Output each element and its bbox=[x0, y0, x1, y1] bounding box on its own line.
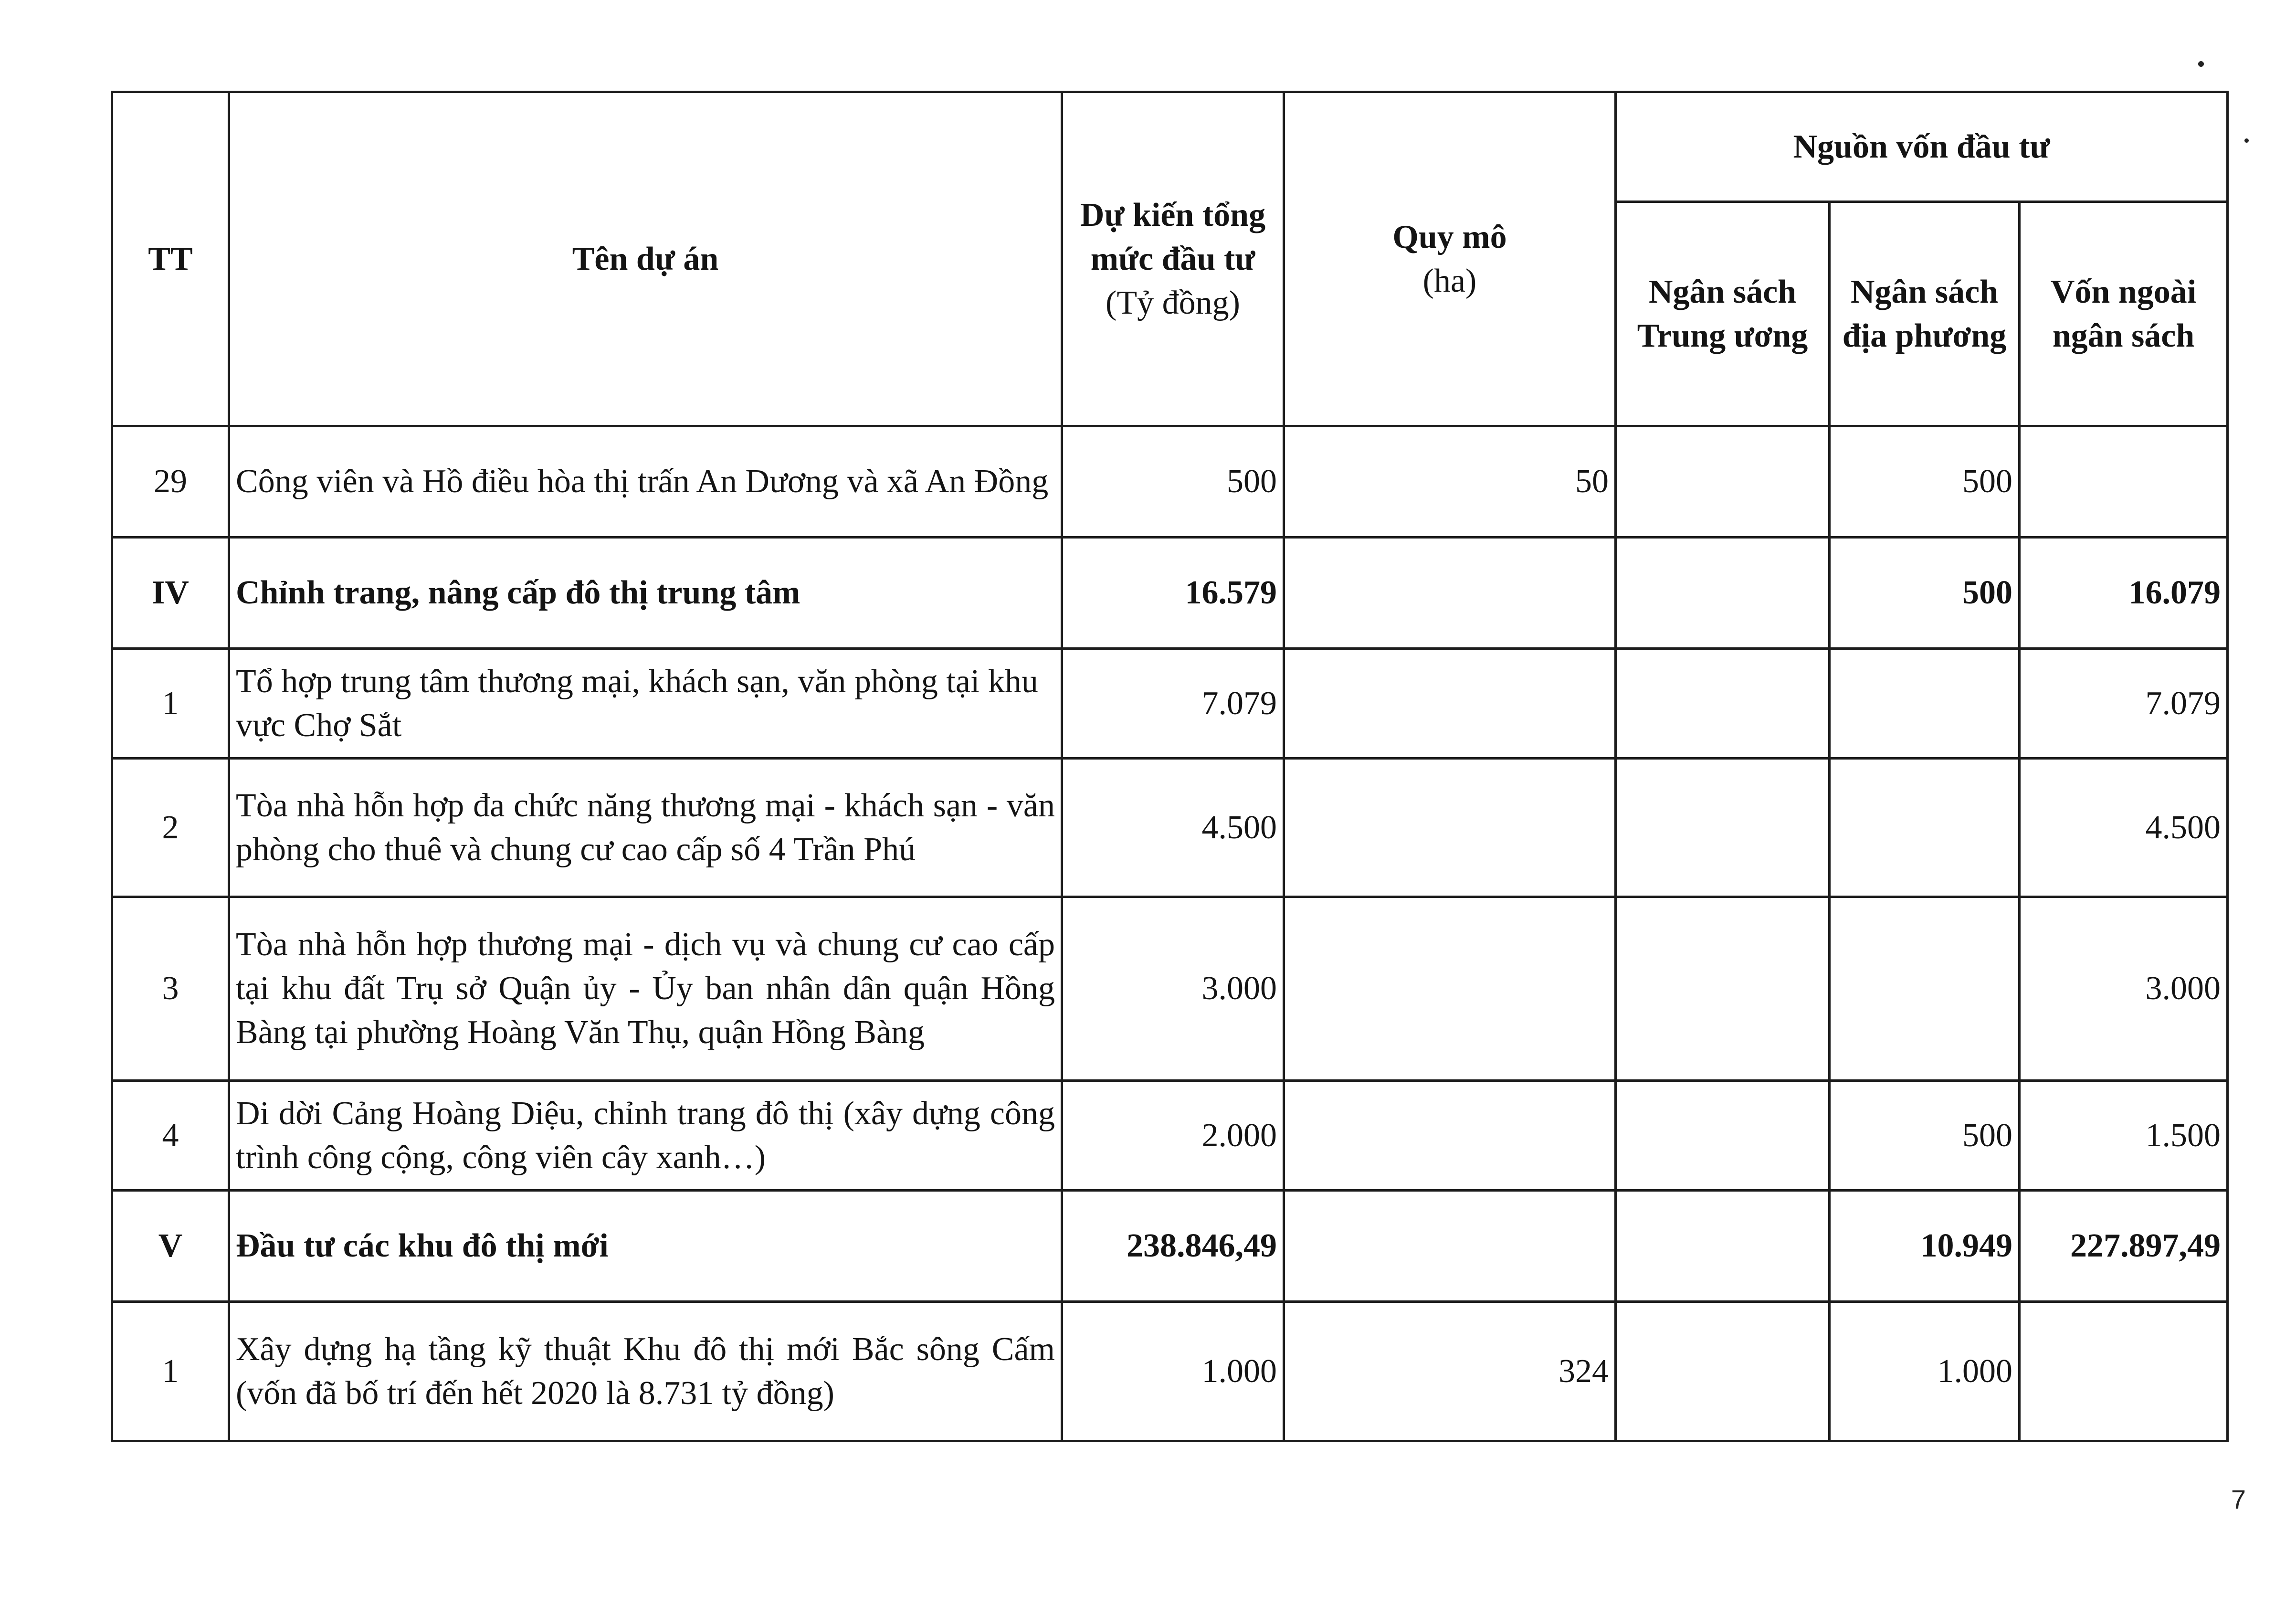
header-scale-label: Quy mô bbox=[1392, 218, 1507, 255]
cell-local bbox=[1830, 897, 2020, 1081]
scan-speck bbox=[2198, 61, 2204, 67]
investment-table bbox=[111, 91, 2229, 1442]
cell-project-name: Chỉnh trang, nâng cấp đô thị trung tâm bbox=[229, 538, 1062, 649]
cell-scale bbox=[1284, 759, 1616, 897]
cell-total: 2.000 bbox=[1062, 1081, 1284, 1191]
cell-project-name: Tòa nhà hỗn hợp đa chức năng thương mại - khách sạn - văn phòng cho thuê và chung cư cao cấp số 4 Trần Phú bbox=[229, 759, 1062, 897]
cell-total: 4.500 bbox=[1062, 759, 1284, 897]
header-row-top bbox=[112, 92, 2228, 202]
cell-central bbox=[1616, 1302, 1830, 1441]
cell-project-name: Đầu tư các khu đô thị mới bbox=[229, 1191, 1062, 1302]
header-local-budget: Ngân sách địa phương bbox=[1830, 202, 2020, 426]
table-row bbox=[112, 759, 2228, 897]
cell-project-name: Di dời Cảng Hoàng Diệu, chỉnh trang đô thị (xây dựng công trình công cộng, công viên cây xanh…) bbox=[229, 1081, 1062, 1191]
cell-scale bbox=[1284, 1191, 1616, 1302]
table-body bbox=[112, 426, 2228, 1441]
cell-total: 16.579 bbox=[1062, 538, 1284, 649]
cell-central bbox=[1616, 1191, 1830, 1302]
cell-total: 238.846,49 bbox=[1062, 1191, 1284, 1302]
cell-local bbox=[1830, 649, 2020, 759]
cell-scale bbox=[1284, 538, 1616, 649]
table-row bbox=[112, 897, 2228, 1081]
cell-tt: 2 bbox=[112, 759, 229, 897]
cell-total: 500 bbox=[1062, 426, 1284, 538]
cell-total: 3.000 bbox=[1062, 897, 1284, 1081]
header-funding-sources: Nguồn vốn đầu tư bbox=[1616, 92, 2228, 202]
header-external-capital: Vốn ngoài ngân sách bbox=[2020, 202, 2228, 426]
header-total-investment bbox=[1062, 92, 1284, 426]
cell-local: 10.949 bbox=[1830, 1191, 2020, 1302]
header-project-name: Tên dự án bbox=[229, 92, 1062, 426]
cell-project-name: Công viên và Hồ điều hòa thị trấn An Dương và xã An Đồng bbox=[229, 426, 1062, 538]
cell-tt: V bbox=[112, 1191, 229, 1302]
cell-central bbox=[1616, 649, 1830, 759]
cell-scale: 324 bbox=[1284, 1302, 1616, 1441]
cell-central bbox=[1616, 897, 1830, 1081]
header-central-budget: Ngân sách Trung ương bbox=[1616, 202, 1830, 426]
cell-external bbox=[2020, 1302, 2228, 1441]
cell-local: 500 bbox=[1830, 426, 2020, 538]
cell-tt: 1 bbox=[112, 1302, 229, 1441]
header-scale-unit: (ha) bbox=[1422, 262, 1477, 299]
cell-central bbox=[1616, 1081, 1830, 1191]
cell-external: 3.000 bbox=[2020, 897, 2228, 1081]
header-total-unit: (Tỷ đồng) bbox=[1106, 284, 1240, 321]
cell-scale bbox=[1284, 1081, 1616, 1191]
table-row-section bbox=[112, 1191, 2228, 1302]
cell-scale: 50 bbox=[1284, 426, 1616, 538]
cell-local: 500 bbox=[1830, 1081, 2020, 1191]
cell-local bbox=[1830, 759, 2020, 897]
cell-total: 7.079 bbox=[1062, 649, 1284, 759]
scan-speck bbox=[2244, 138, 2249, 143]
cell-tt: 4 bbox=[112, 1081, 229, 1191]
cell-tt: 3 bbox=[112, 897, 229, 1081]
cell-central bbox=[1616, 426, 1830, 538]
cell-central bbox=[1616, 538, 1830, 649]
cell-external: 4.500 bbox=[2020, 759, 2228, 897]
cell-tt: 1 bbox=[112, 649, 229, 759]
cell-local: 1.000 bbox=[1830, 1302, 2020, 1441]
cell-external: 7.079 bbox=[2020, 649, 2228, 759]
header-tt: TT bbox=[112, 92, 229, 426]
table-row bbox=[112, 426, 2228, 538]
table-row-section bbox=[112, 538, 2228, 649]
cell-project-name: Tòa nhà hỗn hợp thương mại - dịch vụ và chung cư cao cấp tại khu đất Trụ sở Quận ủy - Ủy ban nhân dân quận Hồng Bàng tại phường Hoàng Văn Thụ, quận Hồng Bàng bbox=[229, 897, 1062, 1081]
table-row bbox=[112, 1302, 2228, 1441]
cell-scale bbox=[1284, 897, 1616, 1081]
header-scale bbox=[1284, 92, 1616, 426]
header-total-label: Dự kiến tổng mức đầu tư bbox=[1080, 196, 1266, 277]
cell-tt: IV bbox=[112, 538, 229, 649]
cell-tt: 29 bbox=[112, 426, 229, 538]
cell-external bbox=[2020, 426, 2228, 538]
page-number: 7 bbox=[2231, 1484, 2246, 1514]
cell-total: 1.000 bbox=[1062, 1302, 1284, 1441]
cell-external: 1.500 bbox=[2020, 1081, 2228, 1191]
cell-scale bbox=[1284, 649, 1616, 759]
table-row bbox=[112, 1081, 2228, 1191]
table-row bbox=[112, 649, 2228, 759]
cell-project-name: Tổ hợp trung tâm thương mại, khách sạn, văn phòng tại khu vực Chợ Sắt bbox=[229, 649, 1062, 759]
cell-local: 500 bbox=[1830, 538, 2020, 649]
cell-external: 227.897,49 bbox=[2020, 1191, 2228, 1302]
cell-central bbox=[1616, 759, 1830, 897]
cell-project-name: Xây dựng hạ tầng kỹ thuật Khu đô thị mới Bắc sông Cấm (vốn đã bố trí đến hết 2020 là 8.731 tỷ đồng) bbox=[229, 1302, 1062, 1441]
cell-external: 16.079 bbox=[2020, 538, 2228, 649]
